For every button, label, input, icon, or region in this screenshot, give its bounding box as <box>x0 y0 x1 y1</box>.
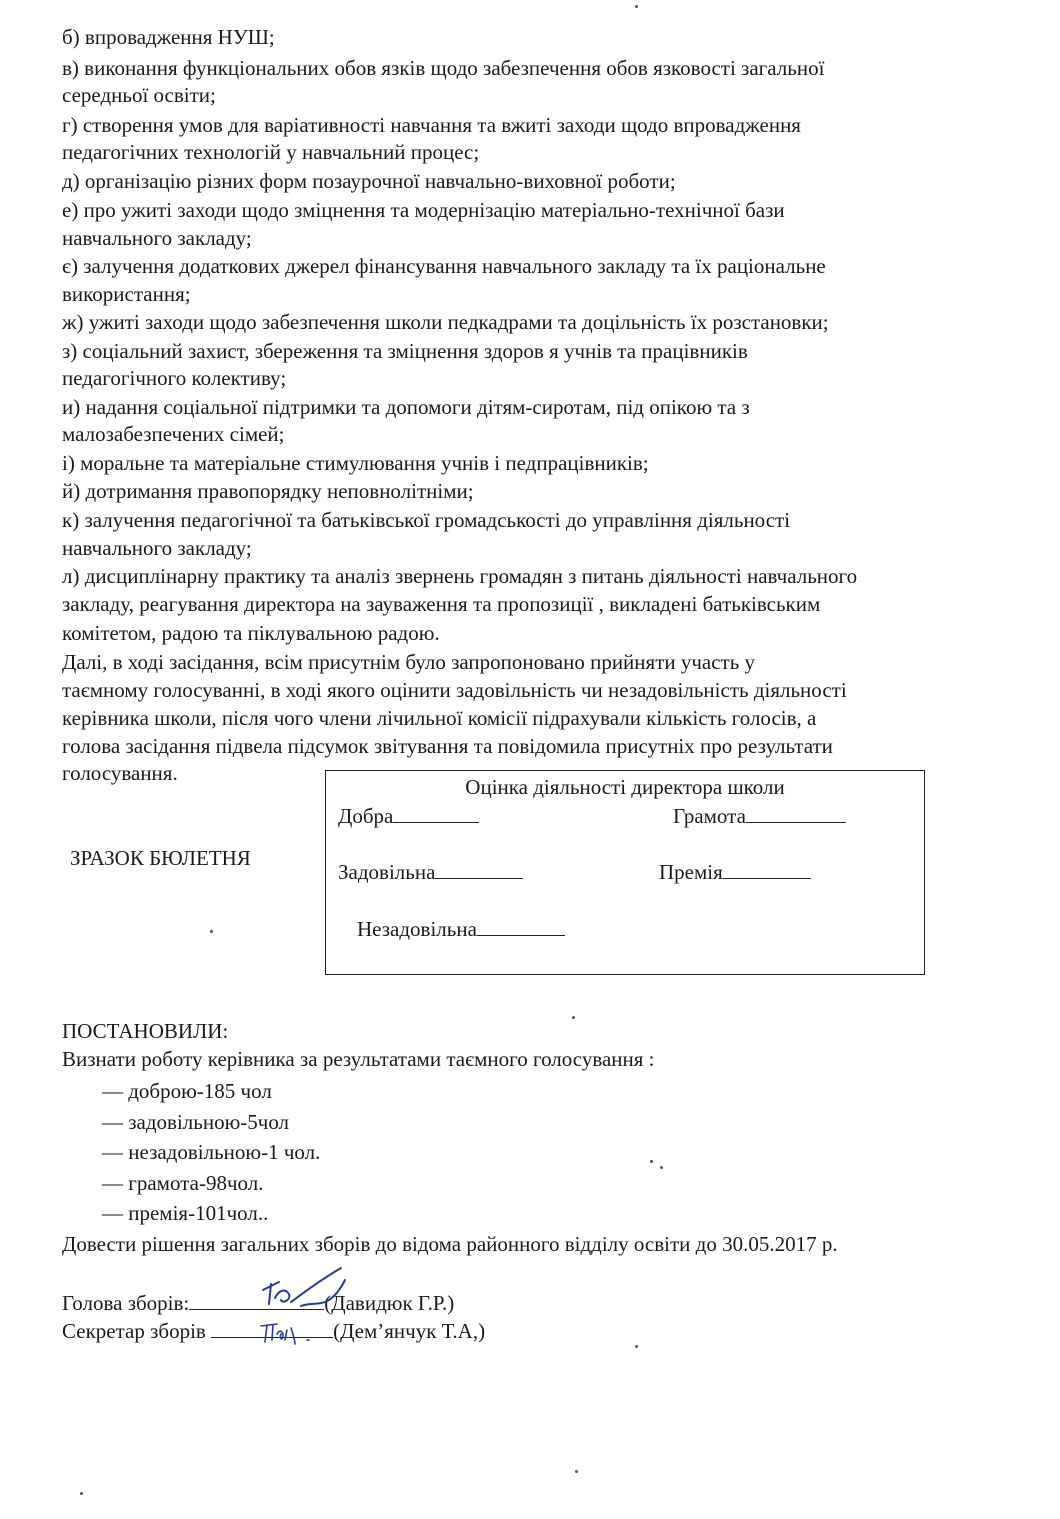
paragraph-line: голова засідання підвела підсумок звітування та повідомила присутніх про результати <box>62 734 833 758</box>
ballot-title: Оцінка діяльності директора школи <box>465 775 785 799</box>
scan-speck <box>80 1492 83 1495</box>
scan-speck <box>210 930 213 933</box>
ballot-option-satisfactory <box>338 859 523 885</box>
scan-speck <box>575 1470 578 1473</box>
secretary-name: (Дем’янчук Т.А,) <box>333 1319 486 1343</box>
list-item: в) виконання функціональних обов язків щодо забезпечення обов язковості загальної <box>62 56 825 80</box>
list-item: середньої освіти; <box>62 83 216 107</box>
ballot-sample-label: ЗРАЗОК БЮЛЕТНЯ <box>70 846 251 870</box>
chair-name: (Давидюк Г.Р.) <box>324 1291 455 1315</box>
blank-line <box>435 860 523 879</box>
paragraph-line: керівника школи, після чого члени лічильної комісії підрахували кількість голосів, а <box>62 706 817 730</box>
result-item: — задовільною-5чол <box>102 1110 290 1134</box>
list-item: навчального закладу; <box>62 226 252 250</box>
ballot-box <box>325 770 925 975</box>
paragraph-line: таємному голосуванні, в ході якого оцінити задовільність чи незадовільність діяльності <box>62 678 847 702</box>
result-item: — премія-101чол.. <box>102 1201 269 1225</box>
list-item: комітетом, радою та піклувальною радою. <box>62 621 440 645</box>
result-item: — незадовільною-1 чол. <box>102 1140 321 1164</box>
list-item: и) надання соціальної підтримки та допомоги дітям-сиротам, під опікою та з <box>62 395 750 419</box>
scan-speck <box>635 5 638 8</box>
resolution-decision: Довести рішення загальних зборів до відома районного відділу освіти до 30.05.2017 р. <box>62 1232 838 1256</box>
scan-speck <box>660 1166 663 1169</box>
paragraph-line: голосування. <box>62 761 178 785</box>
resolution-intro: Визнати роботу керівника за результатами таємного голосування : <box>62 1047 655 1071</box>
chair-signature-icon <box>245 1262 365 1322</box>
result-item: — доброю-185 чол <box>102 1079 272 1103</box>
result-item: — грамота-98чол. <box>102 1171 264 1195</box>
list-item: д) організацію різних форм позаурочної навчально-виховної роботи; <box>62 169 676 193</box>
list-item: г) створення умов для варіативності навчання та вжиті заходи щодо впровадження <box>62 113 801 137</box>
ballot-option-satisfactory-label: Задовільна <box>338 860 436 884</box>
paragraph-line: Далі, в ході засідання, всім присутнім було запропоновано прийняти участь у <box>62 650 756 674</box>
ballot-option-certificate-label: Грамота <box>673 804 746 828</box>
list-item: к) залучення педагогічної та батьківської громадськості до управління діяльності <box>62 508 791 532</box>
chair-label: Голова зборів: <box>62 1291 190 1315</box>
ballot-option-bonus-label: Премія <box>659 860 723 884</box>
resolution-heading: ПОСТАНОВИЛИ: <box>62 1019 229 1043</box>
secretary-signature-icon <box>255 1318 325 1348</box>
blank-line <box>723 860 811 879</box>
scan-speck <box>650 1160 653 1163</box>
ballot-option-unsatisfactory <box>357 916 565 942</box>
ballot-option-unsatisfactory-label: Незадовільна <box>357 917 477 941</box>
list-item: і) моральне та матеріальне стимулювання учнів і педпрацівників; <box>62 451 649 475</box>
list-item: е) про ужиті заходи щодо зміцнення та модернізацію матеріально-технічної бази <box>62 198 785 222</box>
blank-line <box>393 804 479 823</box>
list-item: закладу, реагування директора на зауваження та пропозиції , викладені батьківським <box>62 592 821 616</box>
scan-speck <box>572 1016 575 1019</box>
list-item: й) дотримання правопорядку неповнолітніми; <box>62 479 474 503</box>
list-item: педагогічних технологій у навчальний процес; <box>62 140 480 164</box>
list-item: з) соціальний захист, збереження та зміцнення здоров я учнів та працівників <box>62 339 748 363</box>
blank-line <box>477 917 565 936</box>
scan-speck <box>635 1345 638 1348</box>
list-item: л) дисциплінарну практику та аналіз звернень громадян з питань діяльності навчального <box>62 564 858 588</box>
list-item: ж) ужиті заходи щодо забезпечення школи педкадрами та доцільність їх розстановки; <box>62 310 829 334</box>
list-item: педагогічного колективу; <box>62 366 287 390</box>
list-item: б) впровадження НУШ; <box>62 25 275 49</box>
secretary-label: Секретар зборів <box>62 1319 206 1343</box>
ballot-option-bonus <box>659 859 811 885</box>
ballot-option-certificate <box>673 803 846 829</box>
list-item: навчального закладу; <box>62 536 252 560</box>
blank-line <box>746 804 846 823</box>
list-item: є) залучення додаткових джерел фінансування навчального закладу та їх раціональне <box>62 254 826 278</box>
list-item: використання; <box>62 282 191 306</box>
ballot-option-good <box>338 803 479 829</box>
ballot-option-good-label: Добра <box>338 804 394 828</box>
list-item: малозабезпечених сімей; <box>62 422 285 446</box>
